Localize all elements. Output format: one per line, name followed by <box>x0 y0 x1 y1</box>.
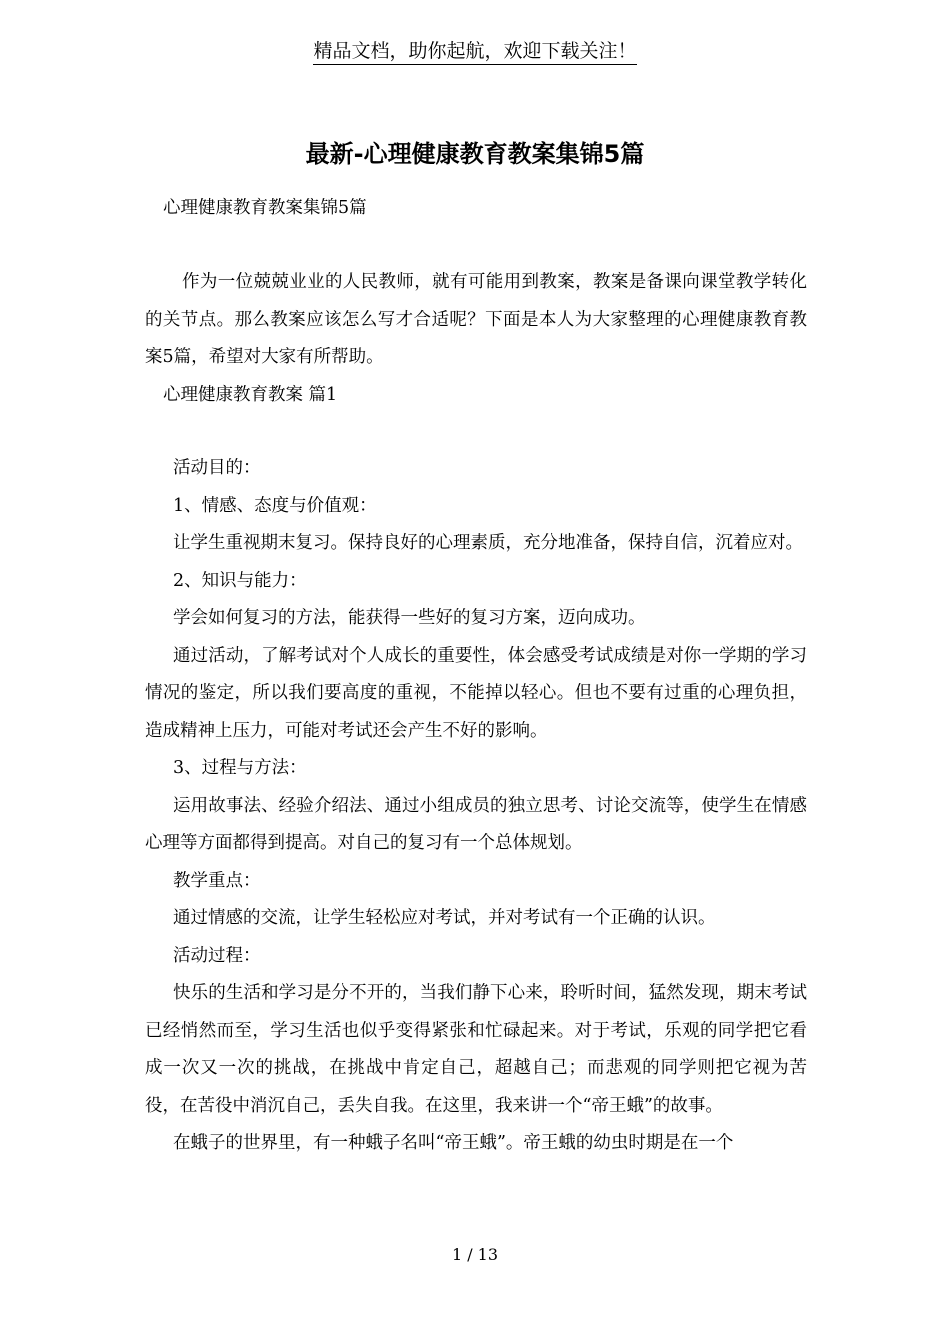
subtitle: 心理健康教育教案集锦5篇 <box>163 198 367 218</box>
paragraph: 活动过程： <box>173 945 261 966</box>
intro-paragraph: 作为一位兢兢业业的人民教师，就有可能用到教案，教案是备课向课堂教学转化的关节点。那么教案应该怎么写才合适呢？下面是本人为大家整理的心理健康教育教案5篇，希望对大家有所帮助。 <box>145 272 807 367</box>
page-header <box>0 38 950 64</box>
paragraph: 2、知识与能力： <box>173 570 307 591</box>
header-text: 精品文档，助你起航，欢迎下载关注！ <box>313 40 636 65</box>
paragraph: 快乐的生活和学习是分不开的，当我们静下心来，聆听时间，猛然发现，期末考试已经悄然而至，学习生活也似乎变得紧张和忙碌起来。对于考试，乐观的同学把它看成一次又一次的挑战，在挑战中肯定自己，超越自己；而悲观的同学则把它视为苦役，在苦役中消沉自己，丢失自我。在这里，我来讲一个“帝王蛾”的故事。 <box>145 983 807 1116</box>
paragraph: 学会如何复习的方法，能获得一些好的复习方案，迈向成功。 <box>173 608 646 628</box>
section-heading: 心理健康教育教案 篇1 <box>163 384 338 405</box>
page-number: 1 / 13 <box>451 1245 499 1264</box>
paragraph: 通过活动，了解考试对个人成长的重要性，体会感受考试成绩是对你一学期的学习情况的鉴定，所以我们要高度的重视，不能掉以轻心。但也不要有过重的心理负担，造成精神上压力，可能对考试还会产生不好的影响。 <box>145 645 807 741</box>
paragraph: 通过情感的交流，让学生轻松应对考试，并对考试有一个正确的认识。 <box>173 908 716 928</box>
paragraph: 教学重点： <box>173 870 261 891</box>
subtitle-block <box>145 190 807 228</box>
paragraph: 活动目的： <box>173 458 261 478</box>
paragraph: 1、情感、态度与价值观： <box>173 495 377 516</box>
intro-block <box>145 264 807 414</box>
paragraph: 让学生重视期末复习。保持良好的心理素质，充分地准备，保持自信，沉着应对。 <box>173 533 803 553</box>
document-title: 最新-心理健康教育教案集锦5篇 <box>305 140 645 168</box>
main-content <box>145 450 807 1163</box>
paragraph: 在蛾子的世界里，有一种蛾子名叫“帝王蛾”。帝王蛾的幼虫时期是在一个 <box>173 1133 734 1153</box>
paragraph: 运用故事法、经验介绍法、通过小组成员的独立思考、讨论交流等，使学生在情感心理等方面都得到提高。对自己的复习有一个总体规划。 <box>145 795 807 853</box>
paragraph: 3、过程与方法： <box>173 758 307 778</box>
